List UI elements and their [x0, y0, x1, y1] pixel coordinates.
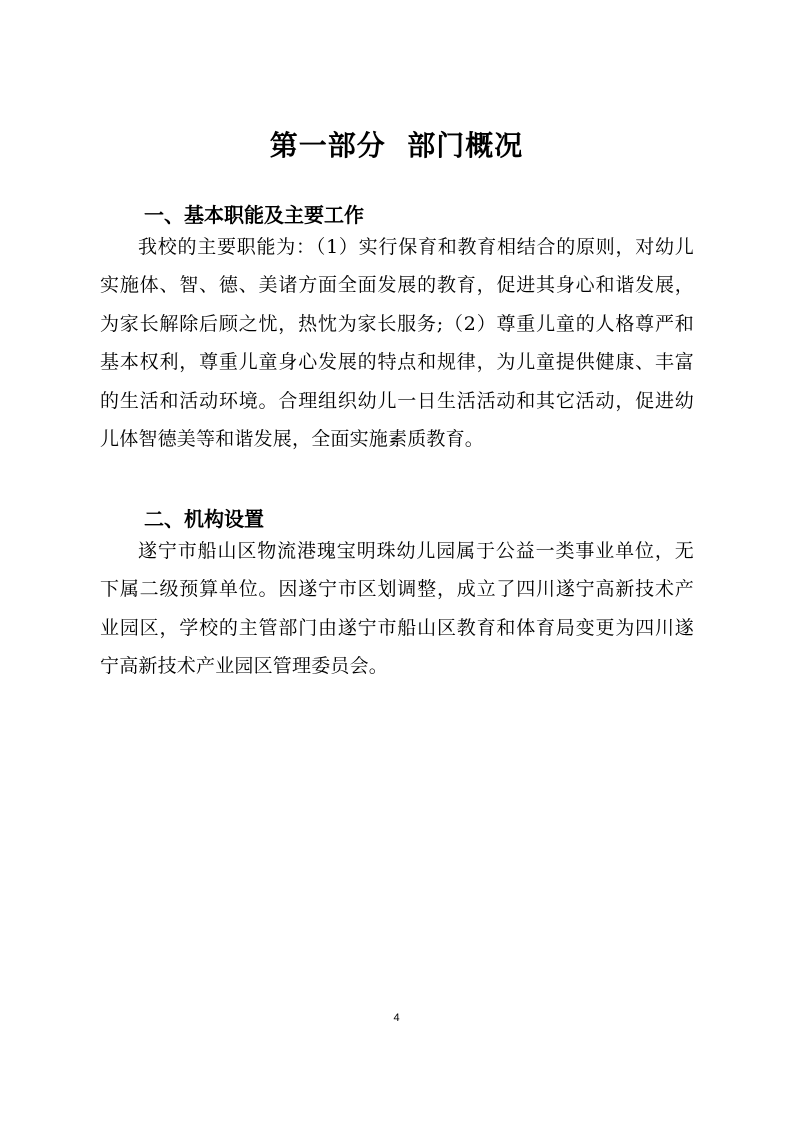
page-title: 第一部分 部门概况	[269, 129, 524, 162]
section-heading-functions: 一、基本职能及主要工作	[144, 203, 364, 227]
section-paragraph-organization: 遂宁市船山区物流港瑰宝明珠幼儿园属于公益一类事业单位，无下属二级预算单位。因遂宁市区划调整，成立了四川遂宁高新技术产业园区，学校的主管部门由遂宁市船山区教育和体育局变更为四川遂宁高新技术产业园区管理委员会。	[100, 540, 694, 678]
section-heading-organization: 二、机构设置	[144, 507, 264, 531]
section-paragraph-functions: 我校的主要职能为：（1）实行保育和教育相结合的原则，对幼儿实施体、智、德、美诸方面全面发展的教育，促进其身心和谐发展，为家长解除后顾之忧，热忱为家长服务;（2）尊重儿童的人格尊严和基本权利，尊重儿童身心发展的特点和规律，为儿童提供健康、丰富的生活和活动环境。合理组织幼儿一日生活活动和其它活动，促进幼儿体智德美等和谐发展，全面实施素质教育。	[100, 236, 694, 451]
page-number: 4	[393, 1012, 400, 1024]
